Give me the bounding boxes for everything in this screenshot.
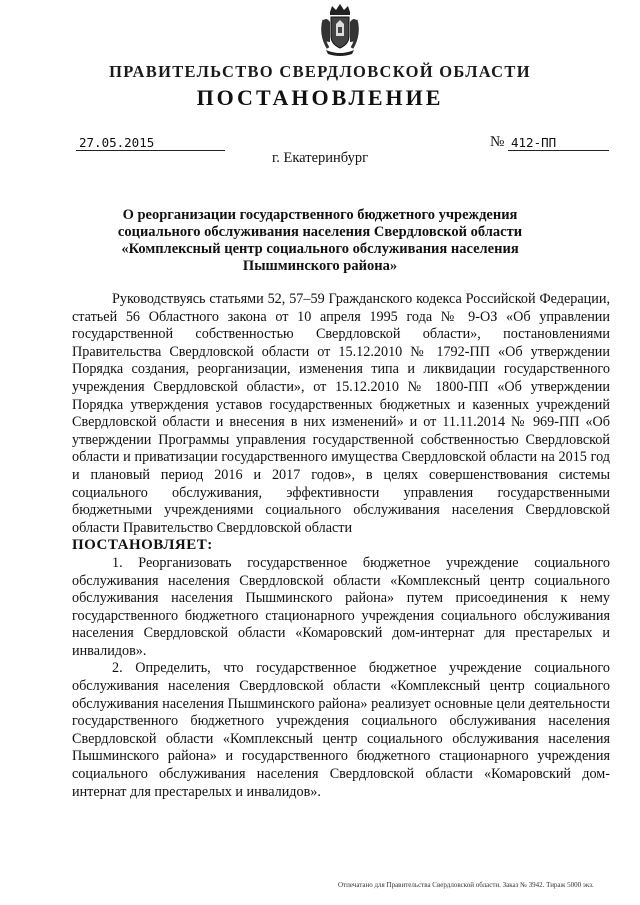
print-footer: Отпечатано для Правительства Свердловской области. Заказ № 3942. Тираж 5000 экз. [338, 881, 594, 889]
document-type: ПОСТАНОВЛЕНИЕ [196, 85, 444, 110]
resolves-heading: ПОСТАНОВЛЯЕТ: [72, 537, 213, 554]
city: г. Екатеринбург [271, 150, 369, 166]
decree-date: 27.05.2015 [76, 135, 225, 151]
clause-1: 1. Реорганизовать государственное бюджетное учреждение социального обслуживания населения Свердловской области «Комплексный центр социального обслуживания населения Пышминского района» путем присоединения к нему государственного бюджетного стационарного учреждения социального обслуживания населения Свердловской области «Комаровский дом-интернат для престарелых и инвалидов». [72, 554, 610, 659]
preamble-paragraph: Руководствуясь статьями 52, 57–59 Гражданского кодекса Российской Федерации, статьей 56 Областного закона от 10 апреля 1995 года № 9-ОЗ «Об управлении государственной собственностью Свердловской области», постановлениями Правительства Свердловской области от 15.12.2010 № 1792-ПП «Об утверждении Порядка создания, реорганизации, изменения типа и ликвидации государственного учреждения Свердловской области», от 15.12.2010 № 1800-ПП «Об утверждении Порядка утверждения уставов государственных бюджетных и казенных учреждений Свердловской области и внесения в них изменений» и от 11.11.2014 № 969-ПП «Об утверждении Программы управления государственной собственностью Свердловской области и приватизации государственного имущества Свердловской области на 2015 год и плановый период 2016 и 2017 годов», в целях совершенствования системы социального обслуживания, эффективности управления государственными бюджетными учреждениями социального обслуживания населения Свердловской области Правительство Свердловской области [72, 291, 610, 536]
document-title: О реорганизации государственного бюджетного учреждения социального обслуживания населения Свердловской области «Комплексный центр социального обслуживания населения Пышминского района» [117, 207, 523, 274]
coat-of-arms-icon [318, 2, 362, 58]
decree-number: 412-ПП [508, 135, 609, 151]
clause-2: 2. Определить, что государственное бюджетное учреждение социального обслуживания населения Свердловской области «Комплексный центр социального обслуживания населения Пышминского района» реализует основные цели деятельности государственного бюджетного учреждения социального обслуживания населения Свердловской области «Комплексный центр социального обслуживания населения Пышминского района» и государственного бюджетного стационарного учреждения социального обслуживания населения Свердловской области «Комаровский дом-интернат для престарелых и инвалидов». [72, 660, 610, 800]
document-body [72, 291, 610, 801]
number-label: № [490, 134, 505, 150]
government-name: ПРАВИТЕЛЬСТВО СВЕРДЛОВСКОЙ ОБЛАСТИ [109, 62, 531, 81]
